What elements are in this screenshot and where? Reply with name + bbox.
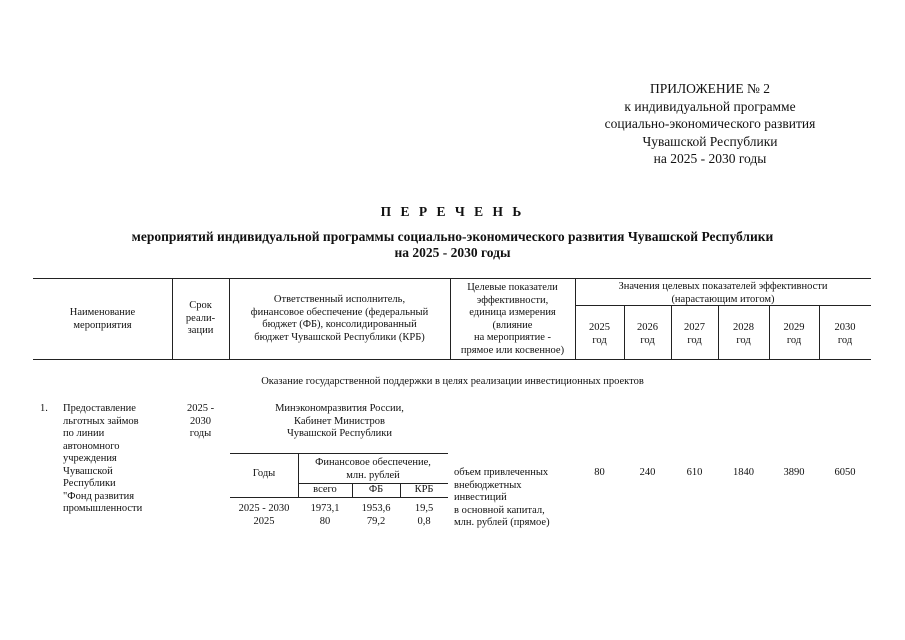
header-name [33,307,172,332]
header-year-2026 [624,322,671,347]
appendix-line: на 2025 - 2030 годы [653,151,767,166]
row-name-line: Предоставление [63,403,136,414]
header-line: Срок [189,300,212,311]
header-line: эффективности, [476,294,549,306]
finance-years-header: Годы [252,468,276,479]
header-year: 2027 [684,322,705,333]
appendix-line: к индивидуальной программе [624,98,796,114]
appendix-line: социально-экономического развития [604,116,816,131]
finance-header-line: млн. рублей [346,469,400,481]
finance-row-total: 80 [319,516,331,527]
finance-row-fb: 79,2 [366,516,386,527]
finance-row-krb: 0,8 [417,516,431,527]
row-indicator-line: инвестиций [454,492,507,503]
finance-header-bottom [230,497,448,498]
header-line: Значения целевых показателей эффективности [618,281,828,292]
row-name-line: промышленности [63,503,143,514]
document-subtitle [30,229,875,261]
subtitle-line: мероприятий индивидуальной программы социально-экономического развития Чувашской Республики [131,229,774,244]
row-indicator-line: в основной капитал, [454,504,545,516]
document-title: П Е Р Е Ч Е Н Ь [380,204,525,219]
header-line: реали- [185,312,216,324]
header-line: Наименование [69,307,136,318]
row-name-line: льготных займов [63,415,139,427]
row-name-line: автономного [63,440,120,452]
row-term [172,403,229,441]
value-2026: 240 [639,467,656,478]
appendix-block [560,80,860,168]
header-year: 2029 [783,322,805,333]
finance-row-years: 2025 [253,516,275,527]
header-bottom-border [33,359,871,360]
row-indicator-line: млн. рублей (прямое) [454,517,550,528]
header-indicators [450,282,575,357]
finance-row-total: 1973,1 [310,503,340,514]
row-executor [229,403,450,441]
header-line: Целевые показатели [467,282,558,293]
row-indicator-line: объем привлеченных [454,467,549,478]
header-line: Ответственный исполнитель, [273,294,406,305]
header-year-2028 [718,322,769,347]
section-title: Оказание государственной поддержки в целях реализации инвестиционных проектов [261,376,644,387]
finance-top-border [230,453,448,454]
header-line: на мероприятие - [473,332,552,343]
finance-header-line: Финансовое обеспечение, [315,457,431,468]
header-line: прямое или косвенное) [460,344,565,356]
header-line: (влияние [492,319,533,331]
header-line: (нарастающим итогом) [671,293,775,305]
header-year-2025 [575,322,624,347]
row-executor-line: Чувашской Республики [286,428,393,439]
header-values-group [575,281,871,306]
row-term-line: годы [189,428,212,439]
table-top-border [33,278,871,279]
header-year-unit: год [640,334,655,346]
header-year: 2026 [637,322,658,333]
appendix-line: Чувашской Республики [642,133,778,149]
row-term-line: 2025 - [186,403,215,414]
header-year: 2030 [834,322,856,333]
row-name-line: Чувашской [63,465,113,477]
header-year-unit: год [687,334,702,346]
row-executor-line: Кабинет Министров [293,415,385,427]
row-name-line: Республики [63,478,116,489]
value-2025: 80 [594,467,605,478]
appendix-line: ПРИЛОЖЕНИЕ № 2 [649,81,771,96]
header-line: единица измерения [469,307,556,318]
value-2029: 3890 [783,467,805,478]
finance-sub-total: всего [313,484,337,495]
row-name [63,403,173,516]
header-year-2029 [769,322,819,347]
finance-sub-fb: ФБ [368,484,384,495]
header-line: бюджет (ФБ), консолидированный [262,319,417,330]
row-name-line: "Фонд развития [63,490,135,502]
header-year-unit: год [736,334,751,346]
header-year-unit: год [786,334,802,346]
value-2030: 6050 [834,467,856,478]
header-year-2027 [671,322,718,347]
header-line: бюджет Чувашской Республики (КРБ) [254,331,425,343]
finance-header [298,457,448,482]
row-indicator-line: внебюджетных [454,479,522,491]
header-line: зации [187,325,214,336]
header-executor [229,294,450,344]
header-line: мероприятия [73,319,132,331]
header-term [172,300,229,338]
row-term-line: 2030 [190,415,211,427]
value-2027: 610 [686,467,703,478]
header-year: 2028 [733,322,754,333]
header-year-unit: год [837,334,853,346]
row-name-line: учреждения [63,453,117,464]
finance-row-years: 2025 - 2030 [238,503,290,514]
subtitle-line: на 2025 - 2030 годы [394,245,511,260]
header-year-unit: год [592,334,607,346]
row-executor-line: Минэкономразвития России, [275,403,404,414]
row-name-line: по линии [63,428,105,439]
finance-row-fb: 1953,6 [361,503,391,514]
row-indicator [454,467,579,530]
value-2028: 1840 [733,467,754,478]
row-number: 1. [40,403,48,414]
header-line: финансовое обеспечение (федеральный [250,306,429,318]
finance-sub-krb: КРБ [414,484,434,495]
header-year: 2025 [589,322,610,333]
header-year-2030 [819,322,871,347]
finance-row-krb: 19,5 [414,503,434,514]
